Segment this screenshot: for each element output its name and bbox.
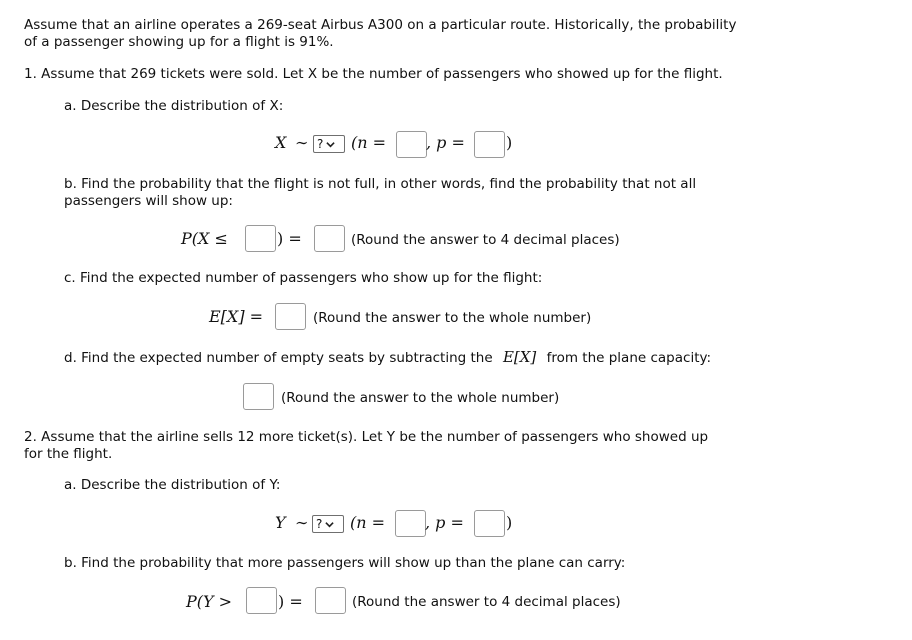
q1a-select-value: ?: [317, 137, 324, 151]
q2a-n-input[interactable]: [395, 510, 426, 537]
q2a-tilde: ∼: [295, 513, 309, 532]
q2b-lhs: P(Y >: [186, 592, 233, 611]
q2a-close: ): [506, 513, 513, 532]
q1b-answer-input[interactable]: [314, 225, 345, 252]
q2b-close-eq: ) =: [278, 592, 303, 611]
intro-text: Assume that an airline operates a 269-seat Airbus A300 on a particular route. Historically, the probability of a passenger showing up for a flight is 91%.: [24, 17, 737, 50]
q2a-p-input[interactable]: [474, 510, 505, 537]
q1a-var: X: [275, 133, 287, 152]
q1a-open-n: (n =: [351, 133, 387, 152]
q1b-lhs: P(X ≤: [181, 229, 228, 248]
q1d-label: [64, 348, 711, 366]
q2b-bound-input[interactable]: [246, 587, 277, 614]
q1b-round-note: (Round the answer to 4 decimal places): [351, 232, 620, 248]
q1a-tilde: ∼: [295, 133, 309, 152]
q1d-round-note: (Round the answer to the whole number): [281, 390, 560, 406]
q2a-select-value: ?: [316, 517, 323, 531]
q2b-answer-input[interactable]: [315, 587, 346, 614]
q2a-open-n: (n =: [350, 513, 386, 532]
q1d-label-post: from the plane capacity:: [546, 350, 712, 366]
q1d-label-pre: d. Find the expected number of empty seats by subtracting the: [64, 350, 493, 366]
q1a-label: a. Describe the distribution of X:: [64, 98, 284, 114]
q1c-round-note: (Round the answer to the whole number): [313, 310, 592, 326]
q1d-label-math: E[X]: [502, 348, 537, 366]
q1-prompt: 1. Assume that 269 tickets were sold. Let X be the number of passengers who showed up for the flight.: [24, 66, 723, 82]
q2a-distribution-select[interactable]: [312, 515, 344, 533]
q2b-label: b. Find the probability that more passengers will show up than the plane can carry:: [64, 555, 626, 571]
q1b-close-eq: ) =: [277, 229, 302, 248]
q1b-label: b. Find the probability that the flight is not full, in other words, find the probability that not all passengers will show up:: [64, 176, 697, 209]
q1a-comma-p: , p =: [426, 133, 465, 152]
q2-prompt: 2. Assume that the airline sells 12 more ticket(s). Let Y be the number of passengers who showed up for the flight.: [24, 429, 709, 462]
chevron-down-icon: [326, 140, 335, 149]
q1a-n-input[interactable]: [396, 131, 427, 158]
q2a-label: a. Describe the distribution of Y:: [64, 477, 281, 493]
q1a-distribution-select[interactable]: [313, 135, 345, 153]
q1c-answer-input[interactable]: [275, 303, 306, 330]
q2a-comma-p: , p =: [425, 513, 464, 532]
q1a-p-input[interactable]: [474, 131, 505, 158]
chevron-down-icon: [325, 520, 334, 529]
q1c-label: c. Find the expected number of passengers who show up for the flight:: [64, 270, 543, 286]
q1b-bound-input[interactable]: [245, 225, 276, 252]
q1d-answer-input[interactable]: [243, 383, 274, 410]
q2a-var: Y: [275, 513, 286, 532]
q2b-round-note: (Round the answer to 4 decimal places): [352, 594, 621, 610]
q1a-close: ): [506, 133, 513, 152]
q1c-lhs: E[X] =: [209, 307, 264, 326]
